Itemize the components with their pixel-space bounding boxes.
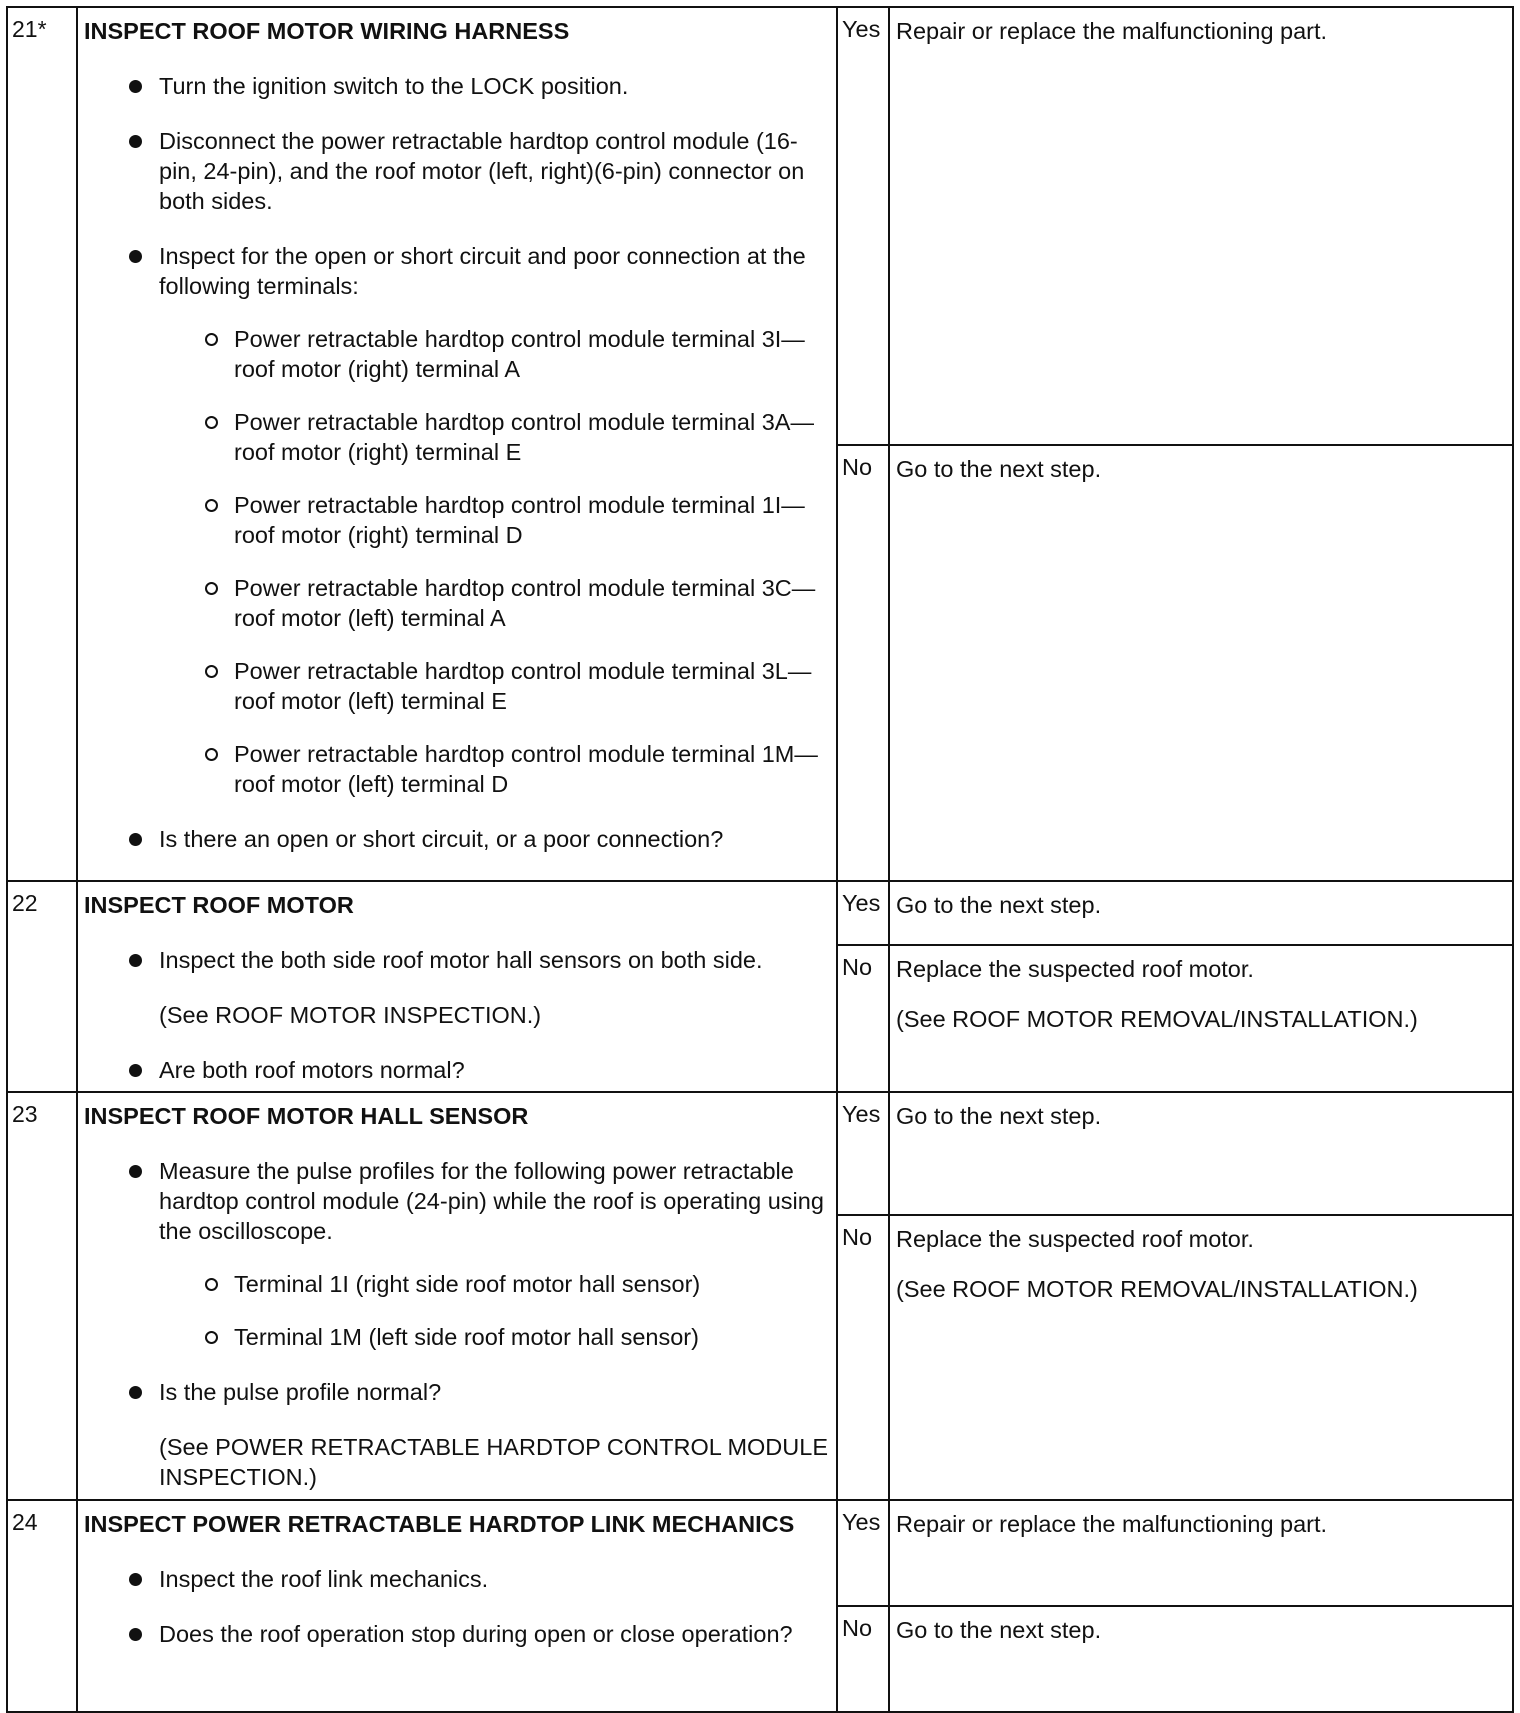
diagnostic-procedure-table bbox=[6, 6, 1514, 1713]
step-22-yes-row bbox=[7, 881, 1513, 945]
terminal-list bbox=[84, 324, 830, 799]
yes-result bbox=[889, 7, 1513, 445]
step-24-yes-row bbox=[7, 1500, 1513, 1606]
step-action-cell bbox=[77, 881, 837, 1092]
bullet-list bbox=[84, 945, 830, 975]
bullet-item: Turn the ignition switch to the LOCK position. bbox=[84, 71, 830, 101]
terminal-item: Terminal 1M (left side roof motor hall sensor) bbox=[84, 1322, 830, 1352]
bullet-item: Inspect the both side roof motor hall sensors on both side. bbox=[84, 945, 830, 975]
bullet-list bbox=[84, 1156, 830, 1407]
yes-action: Go to the next step. bbox=[896, 892, 1102, 918]
terminal-item: Power retractable hardtop control module terminal 1I—roof motor (right) terminal D bbox=[84, 490, 830, 550]
yes-result bbox=[889, 1500, 1513, 1606]
no-action: Replace the suspected roof motor. bbox=[896, 1226, 1254, 1252]
bullet-list bbox=[84, 1055, 830, 1085]
no-result bbox=[889, 945, 1513, 1092]
bullet-question: Is the pulse profile normal? bbox=[84, 1377, 830, 1407]
terminal-item: Power retractable hardtop control module terminal 3A—roof motor (right) terminal E bbox=[84, 407, 830, 467]
no-label: No bbox=[837, 1606, 889, 1712]
bullet-list bbox=[84, 1564, 830, 1649]
step-number: 21* bbox=[7, 7, 77, 881]
bullet-question: Does the roof operation stop during open or close operation? bbox=[84, 1619, 830, 1649]
terminal-item: Power retractable hardtop control module terminal 3L—roof motor (left) terminal E bbox=[84, 656, 830, 716]
no-action: Replace the suspected roof motor. bbox=[896, 955, 1254, 982]
yes-result bbox=[889, 881, 1513, 945]
no-result bbox=[889, 1606, 1513, 1712]
no-label: No bbox=[837, 1215, 889, 1500]
no-result bbox=[889, 445, 1513, 881]
terminal-item: Terminal 1I (right side roof motor hall sensor) bbox=[84, 1269, 830, 1299]
bullet-question: Is there an open or short circuit, or a poor connection? bbox=[84, 824, 830, 854]
step-action-cell bbox=[77, 1500, 837, 1712]
step-21-yes-row bbox=[7, 7, 1513, 445]
no-reference-note: (See ROOF MOTOR REMOVAL/INSTALLATION.) bbox=[896, 1005, 1418, 1032]
terminal-item: Power retractable hardtop control module terminal 3I—roof motor (right) terminal A bbox=[84, 324, 830, 384]
bullet-item: Inspect the roof link mechanics. bbox=[84, 1564, 830, 1594]
bullet-text: Inspect for the open or short circuit and poor connection at the following terminals: bbox=[159, 243, 806, 299]
step-title: INSPECT ROOF MOTOR WIRING HARNESS bbox=[84, 18, 570, 44]
bullet-item bbox=[84, 241, 830, 799]
step-23-yes-row bbox=[7, 1092, 1513, 1215]
step-title: INSPECT ROOF MOTOR HALL SENSOR bbox=[84, 1103, 529, 1129]
step-action-cell bbox=[77, 7, 837, 881]
yes-label: Yes bbox=[837, 7, 889, 445]
troubleshooting-document bbox=[6, 6, 1514, 1713]
no-action: Go to the next step. bbox=[896, 456, 1102, 482]
bullet-item bbox=[84, 1156, 830, 1352]
step-title: INSPECT ROOF MOTOR bbox=[84, 892, 354, 918]
bullet-list bbox=[84, 71, 830, 854]
bullet-question: Are both roof motors normal? bbox=[84, 1055, 830, 1085]
reference-note: (See ROOF MOTOR INSPECTION.) bbox=[159, 1002, 542, 1028]
no-label: No bbox=[837, 945, 889, 1092]
step-title: INSPECT POWER RETRACTABLE HARDTOP LINK MECHANICS bbox=[84, 1511, 795, 1537]
yes-action: Repair or replace the malfunctioning part. bbox=[896, 18, 1328, 44]
terminal-list bbox=[84, 1269, 830, 1352]
yes-label: Yes bbox=[837, 1092, 889, 1215]
no-action: Go to the next step. bbox=[896, 1617, 1102, 1643]
step-action-cell bbox=[77, 1092, 837, 1500]
terminal-item: Power retractable hardtop control module terminal 3C—roof motor (left) terminal A bbox=[84, 573, 830, 633]
yes-action: Repair or replace the malfunctioning part. bbox=[896, 1511, 1328, 1537]
reference-note: (See POWER RETRACTABLE HARDTOP CONTROL MODULE INSPECTION.) bbox=[159, 1434, 828, 1490]
step-number: 24 bbox=[7, 1500, 77, 1712]
step-number: 23 bbox=[7, 1092, 77, 1500]
yes-label: Yes bbox=[837, 1500, 889, 1606]
no-result bbox=[889, 1215, 1513, 1500]
no-label: No bbox=[837, 445, 889, 881]
yes-action: Go to the next step. bbox=[896, 1103, 1102, 1129]
step-number: 22 bbox=[7, 881, 77, 1092]
yes-label: Yes bbox=[837, 881, 889, 945]
yes-result bbox=[889, 1092, 1513, 1215]
bullet-text: Measure the pulse profiles for the following power retractable hardtop control module (24-pin) while the roof is operating using the oscilloscope. bbox=[159, 1158, 824, 1244]
terminal-item: Power retractable hardtop control module terminal 1M—roof motor (left) terminal D bbox=[84, 739, 830, 799]
no-reference-note: (See ROOF MOTOR REMOVAL/INSTALLATION.) bbox=[896, 1276, 1418, 1302]
bullet-item: Disconnect the power retractable hardtop control module (16-pin, 24-pin), and the roof motor (left, right)(6-pin) connector on both sides. bbox=[84, 126, 830, 216]
